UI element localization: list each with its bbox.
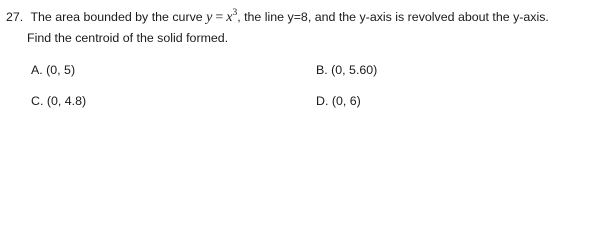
question-text-before-math: The area bounded by the curve — [30, 10, 203, 24]
equation-base: x — [226, 10, 233, 25]
question-line-2: Find the centroid of the solid formed. — [27, 31, 229, 45]
curve-equation — [206, 10, 237, 25]
question-number: 27. — [6, 10, 24, 24]
question-block — [6, 10, 596, 110]
option-b: B. (0, 5.60) — [316, 63, 378, 77]
question-text-after-math: , the line y=8, and the y-axis is revolved about the y-axis. — [237, 10, 549, 24]
equation-lhs: y — [206, 10, 213, 25]
option-c: C. (0, 4.8) — [31, 94, 87, 108]
question-line-1 — [6, 10, 549, 26]
option-d: D. (0, 6) — [316, 94, 361, 108]
equation-equals: = — [215, 10, 224, 25]
option-a: A. (0, 5) — [31, 63, 76, 77]
equation-exponent: 3 — [232, 8, 238, 18]
